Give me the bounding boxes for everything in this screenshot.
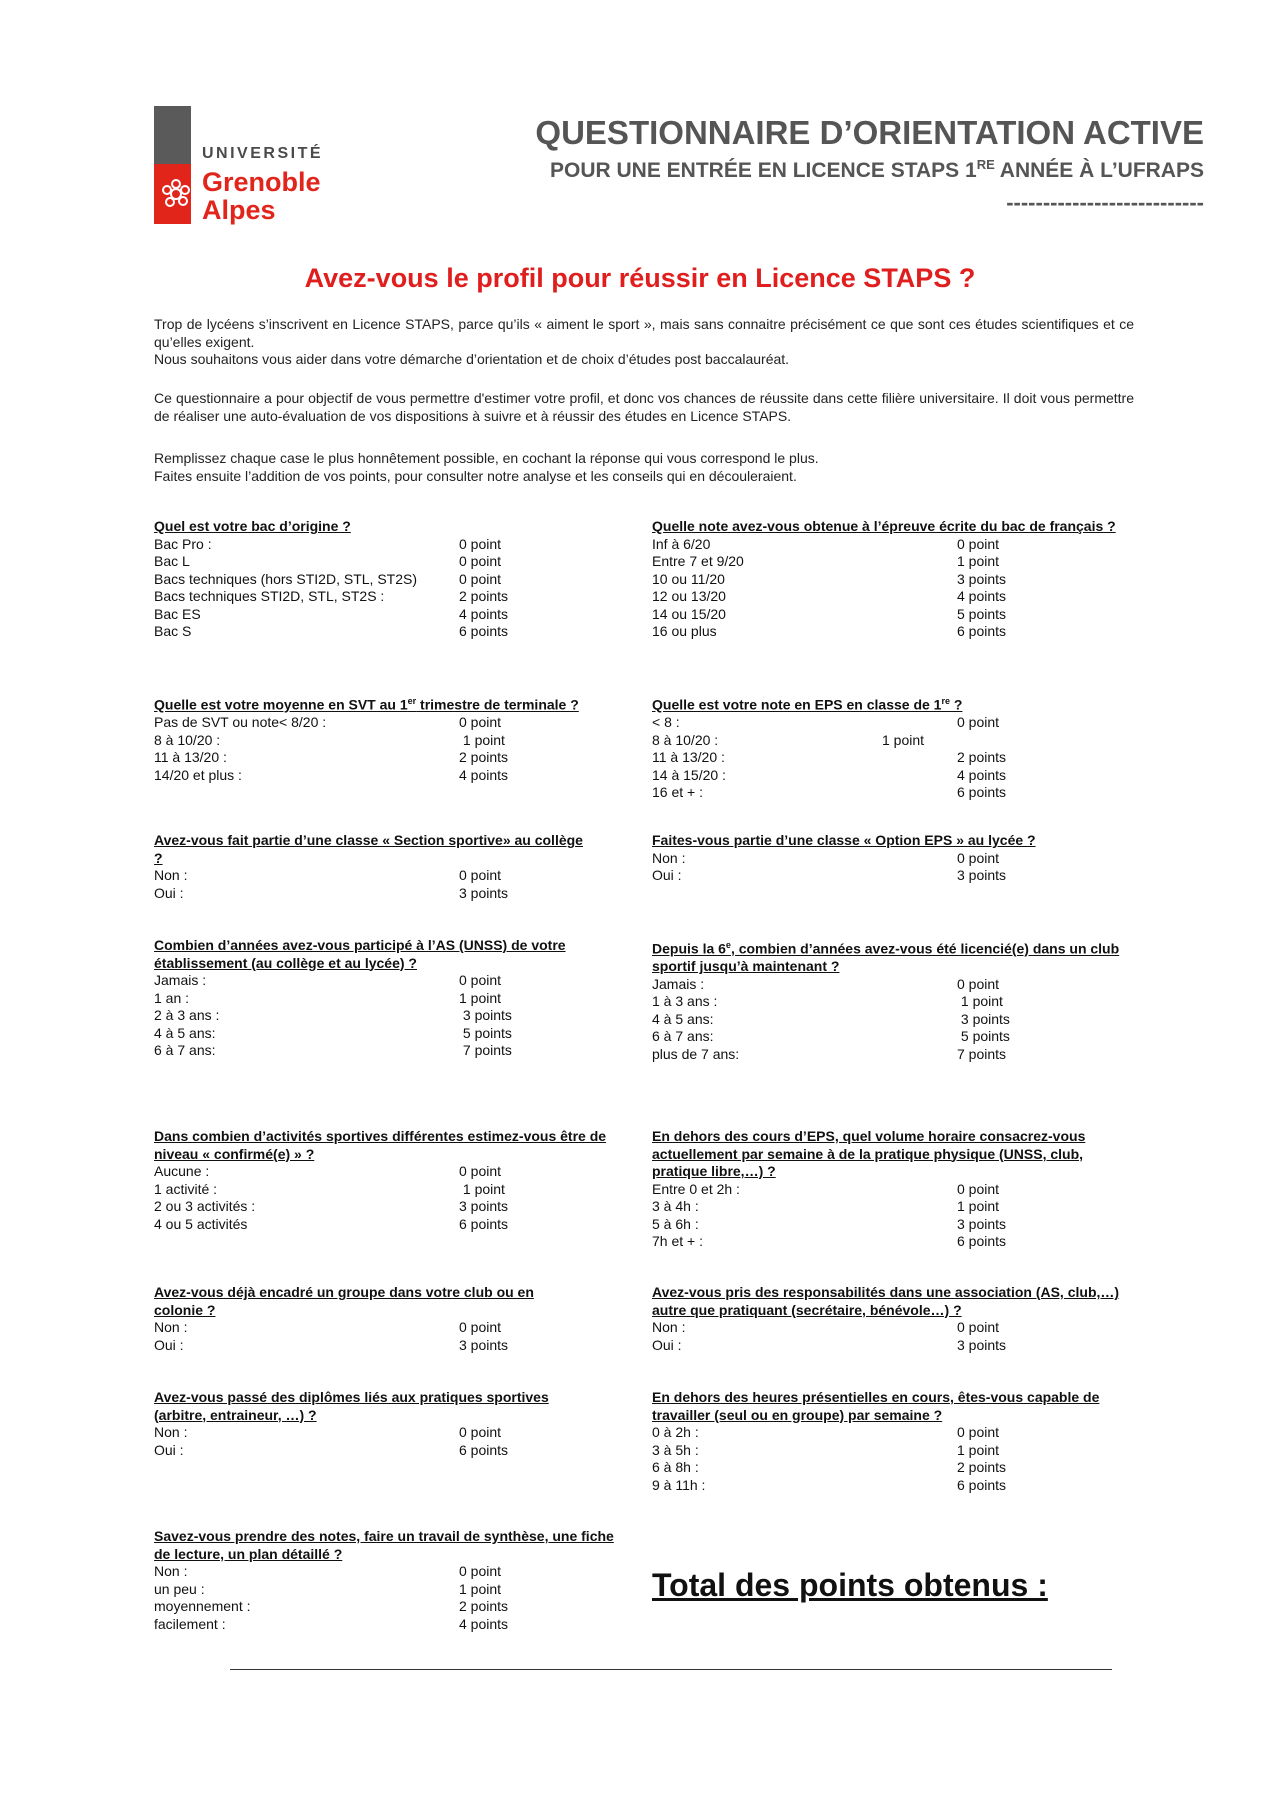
answer-option[interactable] — [652, 850, 1122, 868]
answer-label: Bac S — [154, 623, 192, 639]
university-logo — [154, 106, 354, 226]
logo-line-universite: UNIVERSITÉ — [202, 145, 324, 162]
question-2 — [652, 518, 1122, 641]
answer-label: Bacs techniques STI2D, STL, ST2S : — [154, 588, 385, 604]
answer-option[interactable] — [154, 1581, 614, 1599]
answer-points: 2 points — [459, 588, 509, 604]
answer-option[interactable] — [154, 732, 634, 750]
answer-points: 0 point — [459, 972, 502, 988]
answer-label: Jamais : — [154, 972, 207, 988]
answer-option[interactable] — [652, 749, 1122, 767]
answer-points: 1 point — [882, 731, 925, 748]
answer-points: 0 point — [459, 1563, 502, 1579]
question-8 — [652, 937, 1122, 1063]
answer-points: 0 point — [459, 1319, 502, 1335]
answer-points: 3 points — [957, 1215, 1007, 1232]
answer-label: Non : — [154, 1563, 188, 1579]
question-14 — [652, 1389, 1122, 1494]
main-question: Avez-vous le profil pour réussir en Licence STAPS ? — [304, 263, 976, 293]
question-9 — [154, 1128, 634, 1233]
question-title: Dans combien d’activités sportives différentes estimez-vous être de niveau « confirmé(e) » ? — [154, 1128, 607, 1162]
answer-option[interactable] — [154, 867, 584, 885]
answer-label: 14/20 et plus : — [154, 766, 242, 783]
question-title: Combien d’années avez-vous participé à l’AS (UNSS) de votre établissement (au collège et au lycée) ? — [154, 937, 566, 971]
answer-option[interactable] — [652, 784, 1122, 802]
answer-label: 16 ou plus — [652, 623, 717, 639]
answer-points: 0 point — [459, 1424, 502, 1440]
answer-points: 3 points — [459, 884, 509, 901]
question-title: Avez-vous pris des responsabilités dans une association (AS, club,…) autre que pratiquant (secrétaire, bénévole…) ? — [652, 1284, 1120, 1318]
answer-label: Oui : — [652, 867, 682, 883]
answer-label: 8 à 10/20 : — [154, 731, 221, 748]
answer-option[interactable] — [652, 976, 1122, 994]
answer-option[interactable] — [652, 1233, 1122, 1251]
answer-option[interactable] — [652, 588, 1122, 606]
answer-points: 3 points — [957, 1010, 1010, 1027]
answer-points: 2 points — [459, 749, 509, 766]
flower-icon — [154, 164, 191, 224]
answer-points: 6 points — [459, 1215, 509, 1232]
answer-label: Oui : — [652, 1336, 682, 1353]
question-title: Faites-vous partie d’une classe « Option EPS » au lycée ? — [652, 832, 1036, 848]
answer-label: Pas de SVT ou note< 8/20 : — [154, 714, 327, 731]
answer-points: 1 point — [957, 1198, 1000, 1214]
answer-points: 4 points — [459, 766, 509, 783]
answer-option[interactable] — [652, 1319, 1122, 1337]
answer-points: 4 points — [957, 766, 1007, 783]
answer-points: 0 point — [459, 714, 502, 731]
answer-label: Aucune : — [154, 1163, 210, 1179]
answer-option[interactable] — [652, 606, 1122, 624]
answer-points: 2 points — [957, 749, 1007, 766]
answer-points: 1 point — [459, 1580, 502, 1597]
question-1 — [154, 518, 634, 641]
answer-option[interactable] — [154, 1442, 594, 1460]
logo-bar — [154, 106, 191, 224]
answer-option[interactable] — [154, 767, 634, 785]
answer-label: 6 à 8h : — [652, 1459, 699, 1475]
answer-option[interactable] — [154, 536, 634, 554]
answer-label: 0 à 2h : — [652, 1424, 699, 1440]
logo-line-alpes: Alpes — [202, 195, 276, 225]
answer-option[interactable] — [154, 1216, 634, 1234]
answer-label: 12 ou 13/20 — [652, 588, 726, 604]
answer-label: 8 à 10/20 : — [652, 731, 719, 748]
answer-option[interactable] — [154, 1181, 634, 1199]
question-title: En dehors des heures présentielles en cours, êtes-vous capable de travailler (seul ou en groupe) par semaine ? — [652, 1389, 1100, 1423]
answer-points: 1 point — [459, 731, 505, 748]
intro-block-3: Remplissez chaque case le plus honnêtement possible, en cochant la réponse qui vous correspond le plus. Faites ensuite l’addition de vos points, pour consulter notre analyse et les conseils qui en découleraient. — [154, 450, 819, 484]
answer-points: 3 points — [957, 1336, 1007, 1353]
answer-option[interactable] — [652, 1337, 1122, 1355]
answer-option[interactable] — [652, 553, 1122, 571]
answer-points: 4 points — [459, 1615, 509, 1632]
answer-points: 0 point — [957, 849, 1000, 866]
answer-option[interactable] — [652, 714, 1122, 732]
question-title: Savez-vous prendre des notes, faire un travail de synthèse, une fiche de lecture, un plan détaillé ? — [154, 1528, 614, 1562]
answer-points: 0 point — [957, 535, 1000, 552]
question-11 — [154, 1284, 584, 1354]
answer-points: 0 point — [957, 1424, 1000, 1440]
answer-points: 4 points — [459, 605, 509, 622]
answer-option[interactable] — [652, 1459, 1122, 1477]
answer-option[interactable] — [652, 1198, 1122, 1216]
answer-label: 14 à 15/20 : — [652, 766, 726, 783]
answer-label: Non : — [652, 1319, 686, 1335]
answer-label: 4 à 5 ans: — [154, 1024, 216, 1041]
intro-block-1: Trop de lycéens s’inscrivent en Licence STAPS, parce qu’ils « aiment le sport », mais sans connaitre précisément ce que sont ces études scientifiques et ce qu’elles exigent. Nous souhaitons vous aider dans votre démarche d’orientation et de choix d’études post baccalauréat. — [154, 316, 1134, 367]
question-7 — [154, 937, 634, 1060]
answer-label: Bac Pro : — [154, 535, 212, 552]
question-12 — [652, 1284, 1122, 1354]
answer-label: 2 à 3 ans : — [154, 1007, 220, 1023]
answer-label: plus de 7 ans: — [652, 1045, 740, 1062]
answer-points: 0 point — [957, 714, 1000, 731]
answer-label: 9 à 11h : — [652, 1476, 706, 1493]
answer-points: 0 point — [459, 570, 502, 587]
question-title: Quelle est votre moyenne en SVT au 1er trimestre de terminale ? — [154, 696, 579, 713]
answer-option[interactable] — [652, 1028, 1122, 1046]
question-title: Avez-vous déjà encadré un groupe dans votre club ou en colonie ? — [154, 1284, 534, 1318]
answer-option[interactable] — [154, 1563, 614, 1581]
answer-points: 0 point — [957, 1180, 1000, 1197]
answer-label: moyennement : — [154, 1598, 251, 1614]
answer-points: 2 points — [957, 1459, 1007, 1475]
answer-option[interactable] — [652, 623, 1122, 641]
answer-points: 0 point — [459, 1163, 502, 1179]
answer-option[interactable] — [154, 714, 634, 732]
answer-label: 10 ou 11/20 — [652, 570, 725, 587]
answer-points: 1 point — [957, 1441, 1000, 1458]
answer-option[interactable] — [154, 1616, 614, 1634]
answer-option[interactable] — [154, 1042, 634, 1060]
answer-label: 1 à 3 ans : — [652, 993, 718, 1010]
answer-option[interactable] — [154, 990, 634, 1008]
answer-label: 1 an : — [154, 989, 190, 1006]
answer-points: 6 points — [459, 623, 509, 639]
answer-option[interactable] — [154, 1163, 634, 1181]
answer-option[interactable] — [652, 536, 1122, 554]
answer-points: 5 points — [459, 1024, 512, 1041]
answer-option[interactable] — [154, 571, 634, 589]
question-title: Quelle est votre note en EPS en classe de 1re ? — [652, 696, 963, 713]
answer-label: 11 à 13/20 : — [652, 749, 725, 766]
answer-option[interactable] — [652, 867, 1122, 885]
answer-label: 14 ou 15/20 — [652, 605, 726, 622]
answer-option[interactable] — [652, 767, 1122, 785]
answer-option[interactable] — [154, 749, 634, 767]
document-subtitle: POUR UNE ENTRÉE EN LICENCE STAPS 1RE ANNÉE À L’UFRAPS — [550, 157, 1204, 182]
answer-points: 7 points — [957, 1045, 1007, 1062]
total-points-label: Total des points obtenus : — [652, 1567, 1048, 1603]
question-13 — [154, 1389, 594, 1459]
answer-points: 3 points — [459, 1336, 509, 1353]
document-title: QUESTIONNAIRE D’ORIENTATION ACTIVE — [535, 114, 1204, 151]
answer-option[interactable] — [154, 1007, 634, 1025]
answer-label: < 8 : — [652, 714, 680, 731]
answer-option[interactable] — [652, 1424, 1122, 1442]
intro-block-2: Ce questionnaire a pour objectif de vous permettre d'estimer votre profil, et donc vos chances de réussite dans cette filière universitaire. Il doit vous permettre de réaliser une auto-évaluation de vos dispositions à suivre et à réussir des études en Licence STAPS. — [154, 390, 1134, 424]
answer-option[interactable] — [652, 1046, 1122, 1064]
question-10 — [652, 1128, 1122, 1251]
question-15 — [154, 1528, 614, 1633]
answer-points: 3 points — [459, 1198, 509, 1214]
answer-option[interactable] — [652, 1477, 1122, 1495]
question-title: Quelle note avez-vous obtenue à l’épreuve écrite du bac de français ? — [652, 518, 1116, 534]
answer-option[interactable] — [154, 1198, 634, 1216]
answer-points: 7 points — [459, 1042, 512, 1058]
answer-points: 5 points — [957, 605, 1007, 622]
answer-option[interactable] — [154, 1319, 584, 1337]
answer-label: Entre 0 et 2h : — [652, 1180, 740, 1197]
answer-label: Oui : — [154, 1441, 184, 1458]
answer-label: 1 activité : — [154, 1180, 218, 1197]
answer-label: Non : — [154, 1319, 188, 1335]
answer-option[interactable] — [154, 972, 634, 990]
answer-points: 0 point — [459, 553, 502, 569]
answer-points: 5 points — [957, 1028, 1010, 1045]
answer-points: 6 points — [957, 1233, 1007, 1249]
answer-option[interactable] — [154, 606, 634, 624]
answer-option[interactable] — [154, 885, 584, 903]
answer-points: 1 point — [957, 553, 1000, 569]
answer-option[interactable] — [652, 1011, 1122, 1029]
answer-label: 4 à 5 ans: — [652, 1010, 714, 1027]
answer-option[interactable] — [154, 1337, 584, 1355]
question-title: Avez-vous fait partie d’une classe « Section sportive» au collège ? — [154, 832, 583, 866]
answer-label: Bacs techniques (hors STI2D, STL, ST2S) — [154, 570, 417, 587]
answer-points: 1 point — [459, 1180, 505, 1197]
answer-points: 4 points — [957, 588, 1007, 604]
answer-label: un peu : — [154, 1580, 205, 1597]
answer-option[interactable] — [154, 1598, 614, 1616]
answer-points: 2 points — [459, 1598, 509, 1614]
answer-points: 0 point — [957, 1319, 1000, 1335]
answer-points: 6 points — [957, 784, 1007, 801]
answer-option[interactable] — [154, 588, 634, 606]
question-5 — [154, 832, 584, 902]
answer-label: Oui : — [154, 1336, 184, 1353]
answer-option[interactable] — [652, 732, 1122, 750]
answer-label: Jamais : — [652, 975, 705, 992]
answer-label: 2 ou 3 activités : — [154, 1198, 256, 1214]
answer-label: Non : — [154, 1424, 188, 1440]
answer-label: facilement : — [154, 1615, 226, 1632]
answer-option[interactable] — [652, 1442, 1122, 1460]
header-dash-line: --------------------------- — [1006, 190, 1204, 215]
question-4 — [652, 693, 1122, 802]
answer-points: 0 point — [459, 867, 502, 883]
answer-option[interactable] — [652, 1181, 1122, 1199]
answer-label: 6 à 7 ans: — [652, 1028, 714, 1045]
answer-label: Entre 7 et 9/20 — [652, 553, 744, 569]
question-title: Depuis la 6e, combien d’années avez-vous été licencié(e) dans un club sportif jusqu’à maintenant ? — [652, 940, 1120, 975]
answer-points: 3 points — [957, 570, 1007, 587]
answer-option[interactable] — [652, 1216, 1122, 1234]
answer-label: 3 à 4h : — [652, 1198, 699, 1214]
answer-option[interactable] — [154, 623, 634, 641]
answer-points: 6 points — [957, 623, 1007, 639]
answer-label: 4 ou 5 activités — [154, 1215, 248, 1232]
answer-label: 3 à 5h : — [652, 1441, 699, 1458]
answer-points: 1 point — [459, 989, 502, 1006]
answer-label: Inf à 6/20 — [652, 535, 711, 552]
question-6 — [652, 832, 1122, 885]
answer-points: 6 points — [957, 1476, 1007, 1493]
answer-points: 0 point — [459, 535, 502, 552]
question-title: En dehors des cours d’EPS, quel volume horaire consacrez-vous actuellement par semaine à de la pratique physique (UNSS, club, pratique libre,…) ? — [652, 1128, 1086, 1179]
answer-option[interactable] — [652, 993, 1122, 1011]
answer-label: Bac L — [154, 553, 190, 569]
answer-option[interactable] — [652, 571, 1122, 589]
answer-option[interactable] — [154, 553, 634, 571]
answer-points: 0 point — [957, 975, 1000, 992]
answer-label: 7h et + : — [652, 1233, 703, 1249]
answer-label: Bac ES — [154, 605, 201, 622]
question-title: Avez-vous passé des diplômes liés aux pratiques sportives (arbitre, entraineur, …) ? — [154, 1389, 549, 1423]
bottom-divider — [230, 1669, 1112, 1670]
answer-option[interactable] — [154, 1424, 594, 1442]
answer-points: 3 points — [957, 867, 1007, 883]
question-3 — [154, 693, 634, 784]
answer-option[interactable] — [154, 1025, 634, 1043]
answer-label: Non : — [154, 867, 188, 883]
answer-label: 6 à 7 ans: — [154, 1042, 216, 1058]
answer-points: 6 points — [459, 1441, 509, 1458]
question-title: Quel est votre bac d’origine ? — [154, 518, 351, 534]
answer-points: 3 points — [459, 1007, 512, 1023]
answer-label: Non : — [652, 849, 686, 866]
answer-label: 16 et + : — [652, 784, 703, 801]
answer-points: 1 point — [957, 993, 1003, 1010]
answer-label: 11 à 13/20 : — [154, 749, 227, 766]
answer-label: Oui : — [154, 884, 184, 901]
answer-label: 5 à 6h : — [652, 1215, 699, 1232]
logo-line-grenoble: Grenoble — [202, 167, 321, 197]
